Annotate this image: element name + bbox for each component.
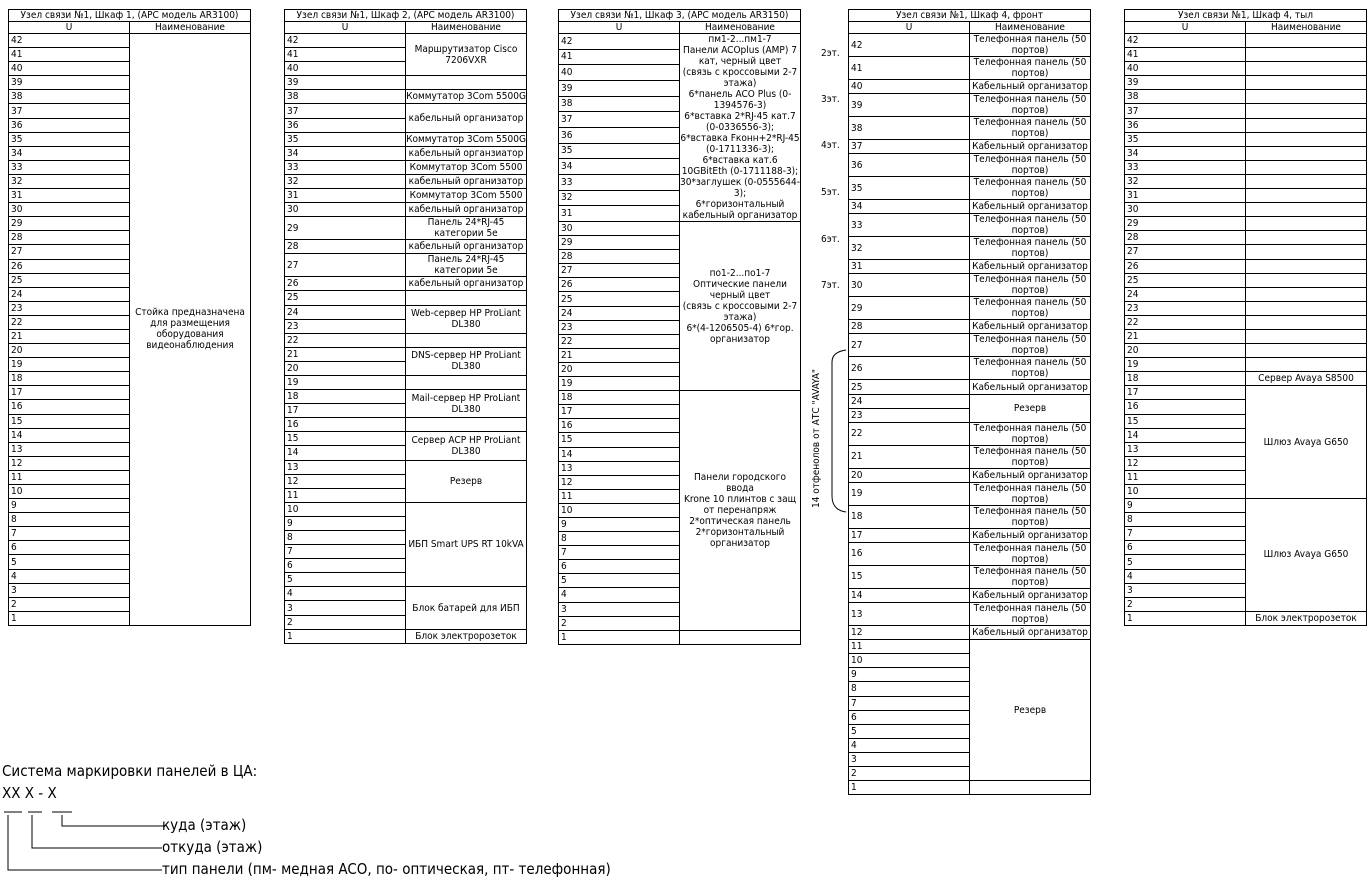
unit-number: 25 [9, 273, 130, 287]
unit-number: 17 [285, 404, 406, 418]
unit-number: 31 [9, 189, 130, 203]
unit-number: 22 [285, 333, 406, 347]
unit-number: 17 [9, 386, 130, 400]
unit-number: 35 [285, 132, 406, 146]
unit-number: 39 [1125, 76, 1246, 90]
unit-number: 3 [559, 602, 680, 616]
unit-number: 20 [9, 344, 130, 358]
unit-number: 7 [285, 545, 406, 559]
unit-number: 18 [285, 390, 406, 404]
equipment-cell: Панель 24*RJ-45 категории 5е [406, 217, 527, 240]
col-header-u: U [849, 22, 970, 34]
unit-number: 32 [9, 174, 130, 188]
unit-number: 21 [285, 347, 406, 361]
unit-number: 16 [849, 542, 970, 565]
unit-number: 10 [9, 485, 130, 499]
unit-number: 21 [559, 348, 680, 362]
equipment-cell: Кабельный организатор [970, 260, 1091, 274]
avaya-vertical-label: 14 отфенолов от АТС "AVAYA" [811, 369, 822, 508]
unit-number: 19 [559, 377, 680, 391]
equipment-cell: Телефонная панель (50 портов) [970, 565, 1091, 588]
unit-number: 38 [9, 90, 130, 104]
floor-label: 5эт. [821, 187, 840, 198]
equipment-cell: Резерв [970, 394, 1091, 422]
floor-label: 7эт. [821, 280, 840, 291]
unit-number: 25 [559, 292, 680, 306]
unit-number: 35 [9, 132, 130, 146]
col-header-name: Наименование [970, 22, 1091, 34]
unit-number: 30 [849, 274, 970, 297]
unit-number: 16 [9, 400, 130, 414]
equipment-cell: Коммутатор 3Com 5500G [406, 91, 526, 103]
unit-number: 41 [559, 49, 680, 65]
unit-number: 34 [1125, 146, 1246, 160]
unit-number: 22 [849, 422, 970, 445]
unit-number: 28 [1125, 231, 1246, 245]
unit-number: 27 [285, 254, 406, 277]
unit-number: 32 [849, 237, 970, 260]
unit-number: 36 [9, 118, 130, 132]
unit-number: 20 [559, 362, 680, 376]
equipment-cell: Резерв [406, 460, 527, 502]
unit-number: 24 [1125, 287, 1246, 301]
equipment-cell: кабельный организатор [406, 104, 527, 132]
unit-number: 3 [1125, 583, 1246, 597]
unit-number: 15 [559, 433, 680, 447]
unit-number: 40 [849, 80, 970, 94]
col-header-u: U [285, 22, 406, 34]
equipment-cell: Mail-сервер HP ProLiant DL380 [406, 390, 527, 418]
equipment-cell: Кабельный организатор [970, 528, 1091, 542]
unit-number: 19 [9, 358, 130, 372]
unit-number: 30 [285, 203, 406, 217]
unit-number: 14 [849, 588, 970, 602]
unit-number: 18 [9, 372, 130, 386]
unit-number: 35 [849, 177, 970, 200]
col-header-u: U [1125, 22, 1246, 34]
floor-label: 2эт. [821, 48, 840, 59]
unit-number: 13 [559, 461, 680, 475]
equipment-cell: Телефонная панель (50 портов) [970, 117, 1091, 140]
unit-number: 15 [285, 432, 406, 446]
unit-number: 33 [1125, 160, 1246, 174]
unit-number: 29 [849, 297, 970, 320]
unit-number: 4 [9, 569, 130, 583]
unit-number: 34 [9, 146, 130, 160]
unit-number: 21 [1125, 329, 1246, 343]
unit-number: 29 [9, 217, 130, 231]
unit-number: 3 [285, 601, 406, 615]
unit-number: 20 [849, 468, 970, 482]
unit-number: 18 [849, 505, 970, 528]
unit-number: 42 [9, 34, 130, 48]
unit-number: 20 [285, 361, 406, 375]
unit-number: 17 [1125, 386, 1246, 400]
unit-number: 41 [9, 48, 130, 62]
rack-title: Узел связи №1, Шкаф 2, (APC модель AR3100) [285, 10, 527, 22]
unit-number: 22 [9, 315, 130, 329]
equipment-cell: Панель 24*RJ-45 категории 5е [406, 254, 527, 277]
unit-number: 9 [1125, 499, 1246, 513]
unit-number: 9 [559, 517, 680, 531]
col-header-name: Наименование [406, 22, 527, 34]
unit-number: 23 [559, 320, 680, 334]
unit-number: 14 [9, 428, 130, 442]
unit-number: 36 [285, 118, 406, 132]
equipment-cell: кабельный организатор [406, 174, 527, 188]
unit-number: 5 [9, 555, 130, 569]
unit-number: 28 [285, 240, 406, 254]
equipment-cell: Телефонная панель (50 портов) [970, 177, 1091, 200]
unit-number: 27 [9, 245, 130, 259]
unit-number: 35 [559, 143, 680, 159]
equipment-cell: пм1-2...пм1-7 Панели ACOplus (AMP) 7 кат, черный цвет (связь с кроссовыми 2-7 этажа) 6*панель ACO Plus (0-1394576-3) 6*вставка 2*RJ-45 кат.7 (0-0336556-3); 6*вставка Fконн+2*RJ-45 (0-1711336-3); 6*вставка кат.6 10GBitEth (0-1711188-3); 30*заглушек (0-0555644-3); 6*горизонтальный кабельный организатор [680, 34, 800, 221]
unit-number: 6 [1125, 541, 1246, 555]
unit-number: 29 [559, 236, 680, 250]
unit-number: 33 [559, 174, 680, 190]
unit-number: 30 [559, 222, 680, 236]
unit-number: 31 [849, 260, 970, 274]
equipment-cell: Маршрутизатор Cisco 7206VXR [406, 34, 527, 76]
unit-number: 2 [559, 616, 680, 630]
unit-number: 38 [559, 96, 680, 112]
unit-number: 25 [285, 291, 406, 305]
unit-number: 12 [849, 626, 970, 640]
rack-title: Узел связи №1, Шкаф 4, фронт [849, 10, 1091, 22]
unit-number: 11 [285, 488, 406, 502]
rack-title: Узел связи №1, Шкаф 3, (APC модель AR3150) [559, 10, 801, 22]
unit-number: 37 [1125, 104, 1246, 118]
equipment-cell: кабельный органзиатор [406, 146, 527, 160]
unit-number: 13 [285, 460, 406, 474]
unit-number: 9 [9, 499, 130, 513]
unit-number: 41 [1125, 48, 1246, 62]
equipment-cell: Кабельный организатор [970, 626, 1091, 640]
equipment-cell: Кабельный организатор [970, 468, 1091, 482]
equipment-cell: Шлюз Avaya G650 [1246, 386, 1367, 499]
unit-number: 2 [285, 615, 406, 629]
equipment-cell: Сервер ACP HP ProLiant DL380 [406, 432, 527, 460]
unit-number: 7 [1125, 527, 1246, 541]
unit-number: 2 [849, 766, 970, 780]
unit-number: 15 [1125, 414, 1246, 428]
rack-title: Узел связи №1, Шкаф 1, (APC модель AR3100) [9, 10, 251, 22]
unit-number: 13 [849, 603, 970, 626]
unit-number: 40 [559, 65, 680, 81]
unit-number: 12 [1125, 456, 1246, 470]
equipment-cell: Панели городского ввода Krone 10 плинтов с защ от перенапряж 2*оптическая панель 2*горизонтальный организатор [680, 391, 801, 631]
equipment-cell: Телефонная панель (50 портов) [970, 274, 1091, 297]
equipment-cell: Стойка предназначена для размещения оборудования видеонаблюдения [130, 34, 251, 626]
equipment-cell: Сервер Avaya S8500 [1246, 372, 1367, 386]
equipment-cell: ИБП Smart UPS RT 10kVA [406, 502, 527, 587]
equipment-cell: кабельный организатор [406, 240, 527, 254]
unit-number: 31 [559, 206, 680, 222]
equipment-cell: Коммутатор 3Com 5500 [406, 160, 527, 174]
unit-number: 4 [285, 587, 406, 601]
unit-number: 28 [849, 320, 970, 334]
unit-number: 36 [559, 127, 680, 143]
unit-number: 25 [849, 380, 970, 394]
unit-number: 41 [285, 48, 406, 62]
col-header-name: Наименование [1246, 22, 1367, 34]
equipment-cell: Кабельный организатор [970, 200, 1091, 214]
equipment-cell: Кабельный организатор [970, 140, 1091, 154]
unit-number: 14 [559, 447, 680, 461]
unit-number: 35 [1125, 132, 1246, 146]
unit-number: 13 [9, 442, 130, 456]
unit-number: 1 [9, 611, 130, 625]
unit-number: 7 [849, 696, 970, 710]
unit-number: 42 [1125, 34, 1246, 48]
equipment-cell: Телефонная панель (50 портов) [970, 297, 1091, 320]
unit-number: 36 [849, 154, 970, 177]
unit-number: 34 [849, 200, 970, 214]
unit-number: 39 [559, 80, 680, 96]
equipment-cell: по1-2...по1-7 Оптические панели черный цвет (связь с кроссовыми 2-7 этажа) 6*(4-1206505-4) 6*гор. организатор [680, 222, 801, 391]
legend-type: тип панели (пм- медная ACO, по- оптическая, пт- телефонная) [162, 860, 611, 878]
unit-number: 39 [849, 94, 970, 117]
unit-number: 32 [559, 190, 680, 206]
equipment-cell: Коммутатор 3Com 5500G [406, 133, 526, 145]
equipment-cell: Блок электророзеток [1246, 611, 1367, 625]
unit-number: 25 [1125, 273, 1246, 287]
equipment-cell: Телефонная панель (50 портов) [970, 94, 1091, 117]
unit-number: 26 [849, 357, 970, 380]
unit-number: 11 [1125, 470, 1246, 484]
equipment-cell: Кабельный организатор [970, 380, 1091, 394]
unit-number: 10 [849, 654, 970, 668]
unit-number: 3 [9, 583, 130, 597]
equipment-cell: Телефонная панель (50 портов) [970, 482, 1091, 505]
unit-number: 29 [285, 217, 406, 240]
unit-number: 8 [1125, 513, 1246, 527]
unit-number: 19 [285, 375, 406, 389]
unit-number: 33 [9, 160, 130, 174]
unit-number: 36 [1125, 118, 1246, 132]
unit-number: 8 [285, 531, 406, 545]
equipment-cell: Кабельный организатор [970, 80, 1091, 94]
unit-number: 40 [285, 62, 406, 76]
unit-number: 29 [1125, 217, 1246, 231]
unit-number: 17 [559, 405, 680, 419]
unit-number: 37 [559, 112, 680, 128]
unit-number: 12 [9, 456, 130, 470]
unit-number: 16 [1125, 400, 1246, 414]
unit-number: 4 [559, 588, 680, 602]
equipment-cell: Коммутатор 3Com 5500 [406, 189, 527, 203]
unit-number: 23 [285, 319, 406, 333]
unit-number: 34 [559, 159, 680, 175]
unit-number: 40 [9, 62, 130, 76]
unit-number: 38 [285, 90, 406, 104]
unit-number: 24 [559, 306, 680, 320]
unit-number: 12 [559, 475, 680, 489]
unit-number: 12 [285, 474, 406, 488]
equipment-cell: Телефонная панель (50 портов) [970, 422, 1091, 445]
unit-number: 26 [559, 278, 680, 292]
equipment-cell: Шлюз Avaya G650 [1246, 499, 1367, 612]
unit-number: 26 [9, 259, 130, 273]
unit-number: 6 [559, 560, 680, 574]
unit-number: 24 [285, 305, 406, 319]
unit-number: 4 [1125, 569, 1246, 583]
unit-number: 18 [559, 391, 680, 405]
unit-number: 18 [1125, 372, 1246, 386]
unit-number: 1 [285, 629, 406, 643]
equipment-cell: Телефонная панель (50 портов) [970, 603, 1091, 626]
unit-number: 5 [1125, 555, 1246, 569]
unit-number: 8 [559, 532, 680, 546]
unit-number: 13 [1125, 442, 1246, 456]
unit-number: 27 [1125, 245, 1246, 259]
equipment-cell: Web-сервер HP ProLiant DL380 [406, 305, 527, 333]
unit-number: 9 [849, 668, 970, 682]
unit-number: 21 [9, 329, 130, 343]
unit-number: 39 [285, 76, 406, 90]
unit-number: 31 [285, 189, 406, 203]
unit-number: 38 [849, 117, 970, 140]
unit-number: 42 [849, 34, 970, 57]
unit-number: 5 [849, 724, 970, 738]
unit-number: 10 [285, 502, 406, 516]
unit-number: 30 [9, 203, 130, 217]
unit-number: 3 [849, 752, 970, 766]
rack-title: Узел связи №1, Шкаф 4, тыл [1125, 10, 1367, 22]
floor-label: 3эт. [821, 94, 840, 105]
equipment-cell: Телефонная панель (50 портов) [970, 34, 1091, 57]
col-header-name: Наименование [680, 22, 801, 34]
unit-number: 17 [849, 528, 970, 542]
unit-number: 23 [1125, 301, 1246, 315]
unit-number: 1 [559, 630, 680, 644]
unit-number: 32 [285, 174, 406, 188]
unit-number: 6 [285, 559, 406, 573]
unit-number: 40 [1125, 62, 1246, 76]
unit-number: 37 [285, 104, 406, 118]
equipment-cell: Блок электророзеток [406, 629, 527, 643]
unit-number: 28 [9, 231, 130, 245]
unit-number: 23 [849, 408, 970, 422]
floor-label: 4эт. [821, 140, 840, 151]
equipment-cell: Кабельный организатор [970, 320, 1091, 334]
unit-number: 23 [9, 301, 130, 315]
legend-format: XX X - X [2, 784, 57, 802]
legend-title: Система маркировки панелей в ЦА: [2, 762, 258, 780]
unit-number: 33 [285, 160, 406, 174]
unit-number: 8 [9, 513, 130, 527]
unit-number: 14 [1125, 428, 1246, 442]
unit-number: 14 [285, 446, 406, 460]
unit-number: 20 [1125, 344, 1246, 358]
unit-number: 6 [9, 541, 130, 555]
unit-number: 42 [559, 34, 680, 50]
unit-number: 31 [1125, 189, 1246, 203]
equipment-cell: Телефонная панель (50 портов) [970, 505, 1091, 528]
equipment-cell: кабельный организатор [406, 203, 527, 217]
unit-number: 24 [849, 394, 970, 408]
equipment-cell: Телефонная панель (50 портов) [970, 334, 1091, 357]
unit-number: 19 [1125, 358, 1246, 372]
unit-number: 2 [9, 597, 130, 611]
equipment-cell: Телефонная панель (50 портов) [970, 357, 1091, 380]
unit-number: 32 [1125, 174, 1246, 188]
unit-number: 15 [9, 414, 130, 428]
unit-number: 33 [849, 214, 970, 237]
unit-number: 16 [559, 419, 680, 433]
unit-number: 5 [285, 573, 406, 587]
unit-number: 15 [849, 565, 970, 588]
unit-number: 21 [849, 445, 970, 468]
unit-number: 7 [9, 527, 130, 541]
unit-number: 7 [559, 546, 680, 560]
col-header-u: U [559, 22, 680, 34]
unit-number: 6 [849, 710, 970, 724]
equipment-cell: DNS-сервер HP ProLiant DL380 [406, 347, 527, 375]
unit-number: 5 [559, 574, 680, 588]
unit-number: 27 [559, 264, 680, 278]
unit-number: 10 [559, 503, 680, 517]
unit-number: 34 [285, 146, 406, 160]
unit-number: 8 [849, 682, 970, 696]
unit-number: 4 [849, 738, 970, 752]
unit-number: 26 [1125, 259, 1246, 273]
equipment-cell: Телефонная панель (50 портов) [970, 542, 1091, 565]
unit-number: 1 [849, 781, 970, 795]
equipment-cell: Телефонная панель (50 портов) [970, 57, 1091, 80]
unit-number: 37 [849, 140, 970, 154]
equipment-cell: Блок батарей для ИБП [406, 587, 527, 629]
legend-to: куда (этаж) [162, 816, 247, 834]
unit-number: 22 [559, 334, 680, 348]
unit-number: 1 [1125, 611, 1246, 625]
col-header-name: Наименование [130, 22, 251, 34]
unit-number: 39 [9, 76, 130, 90]
unit-number: 9 [285, 516, 406, 530]
unit-number: 24 [9, 287, 130, 301]
unit-number: 42 [285, 34, 406, 48]
unit-number: 11 [9, 470, 130, 484]
legend-from: откуда (этаж) [162, 838, 263, 856]
unit-number: 16 [285, 418, 406, 432]
equipment-cell: Телефонная панель (50 портов) [970, 445, 1091, 468]
unit-number: 22 [1125, 315, 1246, 329]
unit-number: 27 [849, 334, 970, 357]
unit-number: 38 [1125, 90, 1246, 104]
unit-number: 2 [1125, 597, 1246, 611]
unit-number: 11 [559, 489, 680, 503]
col-header-u: U [9, 22, 130, 34]
unit-number: 41 [849, 57, 970, 80]
equipment-cell: Резерв [970, 640, 1091, 781]
equipment-cell: Телефонная панель (50 портов) [970, 237, 1091, 260]
unit-number: 10 [1125, 485, 1246, 499]
unit-number: 19 [849, 482, 970, 505]
unit-number: 37 [9, 104, 130, 118]
unit-number: 28 [559, 250, 680, 264]
unit-number: 30 [1125, 203, 1246, 217]
equipment-cell: Кабельный организатор [970, 588, 1091, 602]
equipment-cell: Телефонная панель (50 портов) [970, 214, 1091, 237]
equipment-cell: Телефонная панель (50 портов) [970, 154, 1091, 177]
floor-label: 6эт. [821, 234, 840, 245]
unit-number: 26 [285, 277, 406, 291]
equipment-cell: кабельный организатор [406, 277, 527, 291]
unit-number: 11 [849, 640, 970, 654]
